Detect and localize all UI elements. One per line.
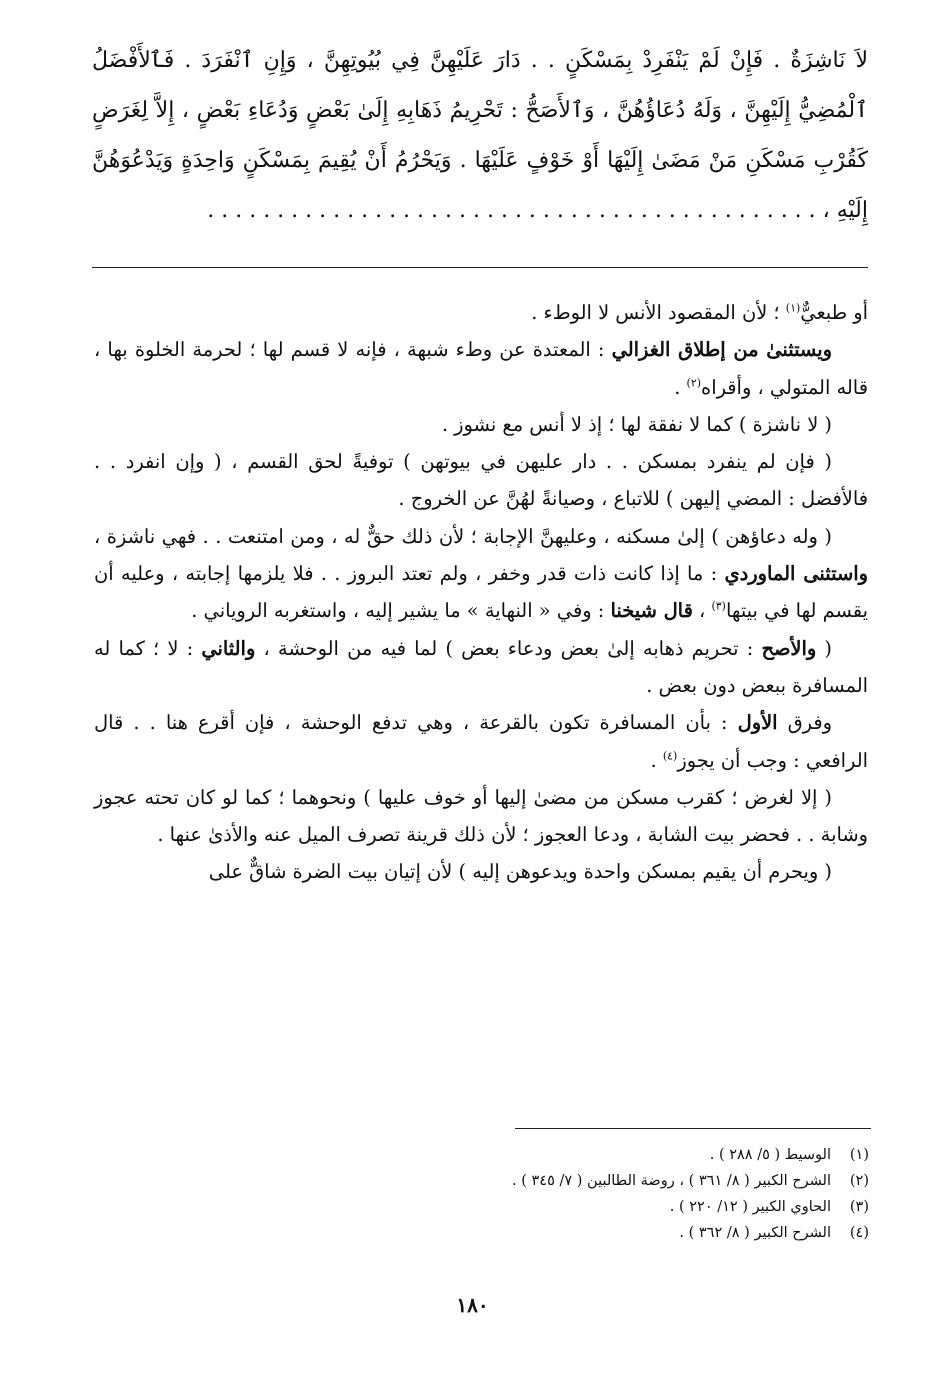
footnote-number: (٢) — [849, 1173, 869, 1189]
text-run: : المعتدة عن وطء شبهة ، فإنه لا قسم لها ؛ لحرمة الخلوة بها ، قاله المتولي ، وأقراه — [94, 338, 868, 399]
text-run: ؛ لأن المقصود الأنس لا الوطء . — [531, 301, 786, 324]
text-run: . — [674, 375, 687, 399]
text-run: أو طبعيٌّ — [800, 301, 868, 324]
commentary-paragraph-1 — [94, 294, 868, 331]
commentary-paragraph-7 — [94, 704, 868, 779]
footnote-text: الشرح الكبير ( ٨/ ٣٦١ ) ، روضة الطالبين ( ٧/ ٣٤٥ ) . — [512, 1173, 831, 1189]
footnote-number: (٤) — [849, 1225, 869, 1241]
commentary-text-block — [94, 294, 868, 891]
commentary-paragraph-8: ( إلا لغرض ؛ كقرب مسكن من مضىٰ إليها أو خوف عليها ) ونحوهما ؛ كما لو كان تحته عجوز وشابة . . فحضر بيت الشابة ، ودعا العجوز ؛ لأن ذلك قرينة تصرف الميل عنه والأذىٰ عنها . — [94, 785, 868, 847]
bold-phrase: واستثنى الماوردي — [724, 562, 868, 586]
commentary-paragraph-9: ( ويحرم أن يقيم بمسكن واحدة ويدعوهن إليه ) لأن إتيان بيت الضرة شاقٌّ على — [208, 860, 832, 884]
footnote-item — [169, 1168, 869, 1194]
footnote-item — [169, 1194, 869, 1220]
text-run: : لا ؛ كما له المسافرة ببعض دون بعض . — [94, 636, 868, 697]
footnote-ref[interactable]: (١) — [785, 301, 801, 315]
text-run: . — [650, 748, 663, 772]
bold-phrase: قال شيخنا — [610, 599, 693, 623]
bold-phrase: الأول — [737, 711, 778, 735]
matn-text-block — [92, 36, 868, 236]
text-run: : ما إذا كانت ذات قدر وخفر ، ولم تعتد البروز . . فلا يلزمها إجابته ، وعليه أن يقسم لها في بيتها — [94, 562, 868, 623]
commentary-paragraph-4: ( فإن لم ينفرد بمسكن . . دار عليهن في بيوتهن ) توفيةً لحق القسم ، ( وإن انفرد . . فالأفضل : المضي إليهن ) للاتباع ، وصيانةً لهُنَّ عن الخروج . — [94, 450, 868, 511]
footnote-item — [169, 1220, 869, 1246]
commentary-paragraph-5 — [94, 518, 868, 630]
bold-phrase: والثاني — [201, 636, 256, 660]
commentary-paragraph-6 — [94, 630, 868, 705]
text-run: : بأن المسافرة تكون بالقرعة ، وهي تدفع الوحشة ، فإن أقرع هنا . . قال الرافعي : وجب أن يجوز — [94, 711, 868, 772]
footnote-ref[interactable]: (٤) — [662, 749, 678, 763]
footnote-text: الوسيط ( ٥/ ٢٨٨ ) . — [709, 1147, 831, 1163]
text-run: ، — [692, 599, 712, 623]
text-run: : وفي « النهاية » ما يشير إليه ، واستغربه الروياني . — [191, 599, 611, 623]
footnote-text: الشرح الكبير ( ٨/ ٣٦٢ ) . — [679, 1225, 831, 1241]
footnote-ref[interactable]: (٢) — [686, 376, 702, 390]
text-run: وفرق — [777, 711, 832, 735]
bold-phrase: ويستثنىٰ من إطلاق الغزالي — [611, 338, 832, 362]
footnote-item — [169, 1142, 869, 1168]
footnotes — [169, 1142, 869, 1246]
footnote-number: (٣) — [849, 1199, 869, 1215]
separator-line — [92, 267, 868, 268]
footnote-number: (١) — [849, 1147, 869, 1163]
page-number: ١٨٠ — [456, 1293, 489, 1317]
footnote-text: الحاوي الكبير ( ١٢/ ٢٢٠ ) . — [669, 1199, 831, 1215]
footnote-separator — [515, 1128, 871, 1129]
text-run: : تحريم ذهابه إلىٰ بعض ودعاء بعض ) لما فيه من الوحشة ، — [255, 636, 762, 660]
footnote-ref[interactable]: (٣) — [711, 599, 726, 613]
commentary-paragraph-2 — [94, 331, 868, 406]
text-run: ( وله دعاؤهن ) إلىٰ مسكنه ، وعليهنَّ الإجابة ؛ لأن ذلك حقٌّ له ، ومن امتنعت . . فهي ناشزة ، — [94, 524, 832, 548]
matn-paragraph: لاَ نَاشِزَةٌ . فَإِنْ لَمْ يَنْفَرِدْ بِمَسْكَنٍ . . دَارَ عَلَيْهِنَّ فِي بُيُوتِهِنَّ ، وَإِنِ ٱنْفَرَدَ . فَٱلأَفْضَلُ ٱلْمُضِيُّ إِلَيْهِنَّ ، وَلَهُ دُعَاؤُهُنَّ ، وَٱلأَصَحُّ : تَحْرِيمُ ذَهَابِهِ إِلَىٰ بَعْضٍ وَدُعَاءِ بَعْضٍ ، إِلاَّ لِغَرَضٍ كَقُرْبِ مَسْكَنِ مَنْ مَضَىٰ إِلَيْهَا أَوْ خَوْفٍ عَلَيْهَا . وَيَحْرُمُ أَنْ يُقِيمَ بِمَسْكَنٍ وَاحِدَةٍ وَيَدْعُوَهُنَّ إِلَيْهِ ، . . . . . . . . . . . . . . . . . . . . . . . . . . . . . . . . . . . . . . . . . . . . — [92, 48, 868, 223]
bold-phrase: والأصح — [761, 636, 817, 660]
text-run: ( — [816, 636, 832, 660]
commentary-paragraph-3: ( لا ناشزة ) كما لا نفقة لها ؛ إذ لا أنس مع نشوز . — [441, 412, 832, 436]
